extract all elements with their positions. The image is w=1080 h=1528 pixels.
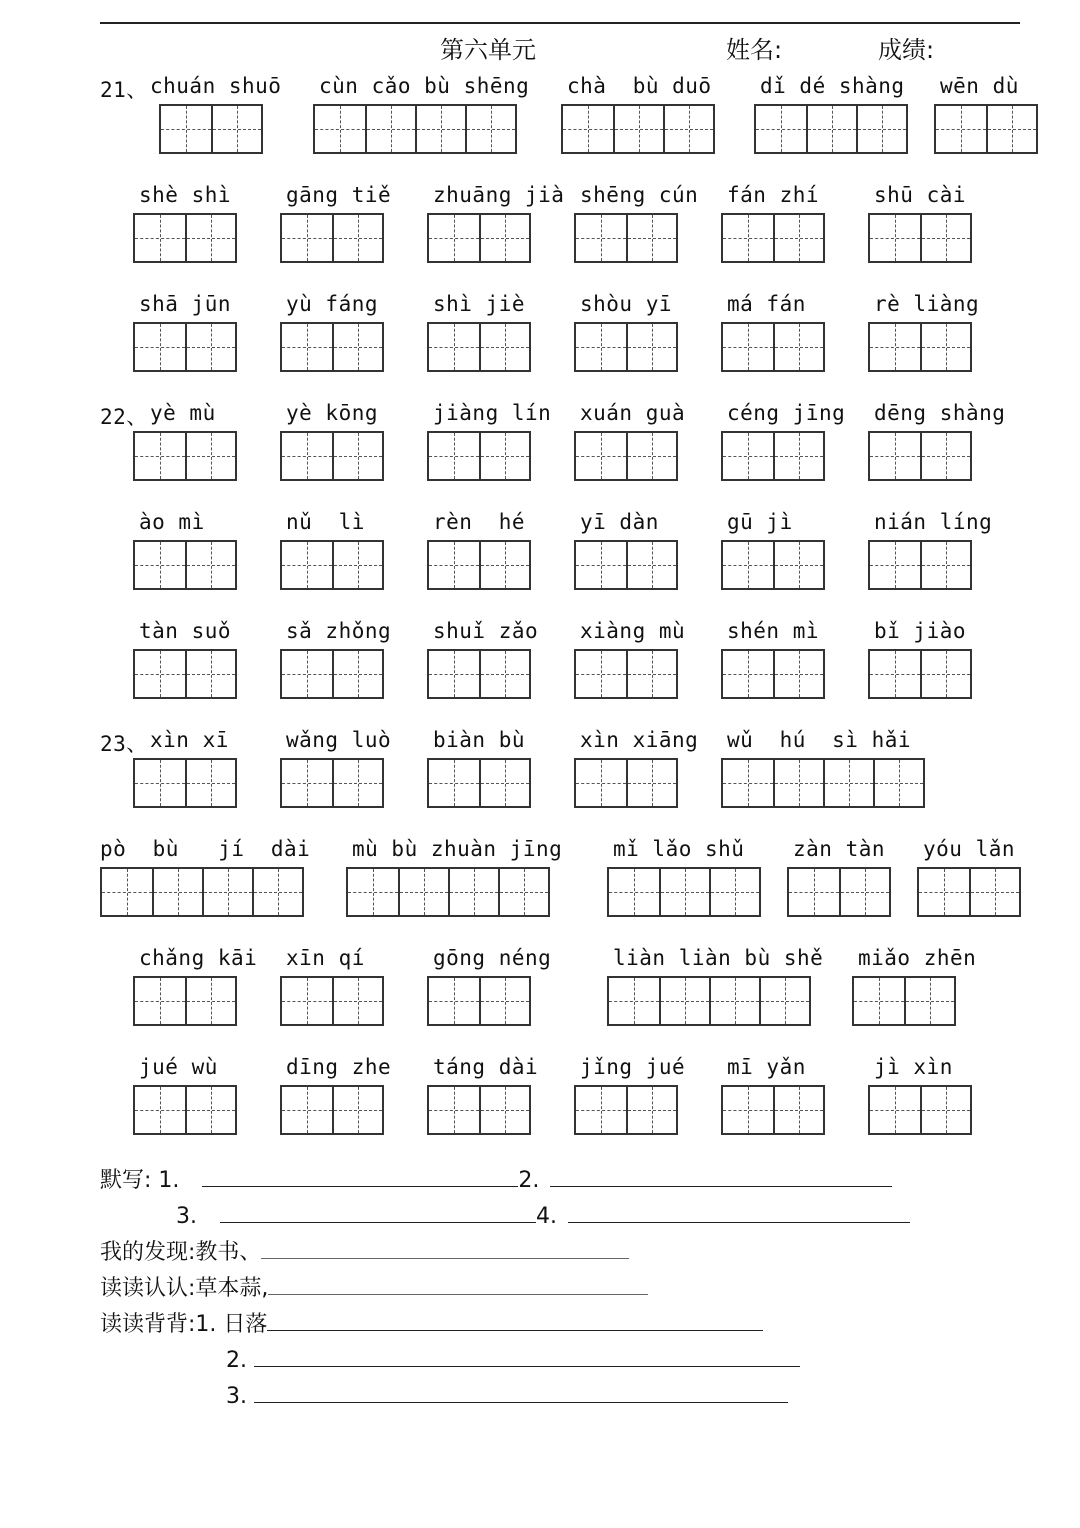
tianzige-cell[interactable] <box>429 760 479 806</box>
pinyin-label: shū cài <box>874 183 967 207</box>
pinyin-label: cùn cǎo bù shēng <box>319 74 530 98</box>
answer-blank[interactable] <box>254 1378 788 1403</box>
tianzige-box[interactable] <box>607 976 811 1026</box>
tianzige-cell[interactable] <box>609 978 659 1024</box>
tianzige-cell[interactable] <box>332 1087 382 1133</box>
tianzige-cell[interactable] <box>773 324 823 370</box>
tianzige-cell[interactable] <box>282 760 332 806</box>
pinyin-label: jiàng lín <box>433 401 552 425</box>
tianzige-box[interactable] <box>280 431 384 481</box>
tianzige-cell[interactable] <box>332 433 382 479</box>
tianzige-cell[interactable] <box>920 651 970 697</box>
pinyin-label: yè kōng <box>286 401 379 425</box>
tianzige-cell[interactable] <box>135 542 185 588</box>
pinyin-label: miǎo zhēn <box>858 946 977 970</box>
tianzige-box[interactable] <box>427 1085 531 1135</box>
tianzige-cell[interactable] <box>759 978 809 1024</box>
tianzige-cell[interactable] <box>659 869 709 915</box>
tianzige-cell[interactable] <box>398 869 448 915</box>
tianzige-box[interactable] <box>427 322 531 372</box>
tianzige-box[interactable] <box>868 649 972 699</box>
tianzige-cell[interactable] <box>211 106 261 152</box>
tianzige-cell[interactable] <box>626 542 676 588</box>
tianzige-cell[interactable] <box>332 215 382 261</box>
pinyin-label: shòu yī <box>580 292 673 316</box>
tianzige-cell[interactable] <box>185 1087 235 1133</box>
pinyin-label: má fán <box>727 292 806 316</box>
tianzige-cell[interactable] <box>576 651 626 697</box>
tianzige-box[interactable] <box>721 540 825 590</box>
tianzige-cell[interactable] <box>135 433 185 479</box>
pinyin-label: yī dàn <box>580 510 659 534</box>
tianzige-box[interactable] <box>574 758 678 808</box>
pinyin-label: dēng shàng <box>874 401 1006 425</box>
tianzige-cell[interactable] <box>919 869 969 915</box>
read-recite-line-1 <box>100 1306 763 1338</box>
dictation-label: 默写: <box>100 1168 152 1193</box>
pinyin-label: wǎng luò <box>286 728 392 752</box>
tianzige-box[interactable] <box>280 976 384 1026</box>
answer-blank[interactable] <box>254 1342 800 1367</box>
tianzige-cell[interactable] <box>429 651 479 697</box>
tianzige-cell[interactable] <box>135 651 185 697</box>
tianzige-cell[interactable] <box>185 542 235 588</box>
read-recite-line-2 <box>226 1342 800 1373</box>
pinyin-label: liàn liàn bù shě <box>613 946 824 970</box>
pinyin-label: pò bù jí dài <box>100 837 311 861</box>
pinyin-label: biàn bù <box>433 728 526 752</box>
tianzige-cell[interactable] <box>161 106 211 152</box>
read-recognize-label: 读读认认: <box>100 1276 196 1301</box>
tianzige-cell[interactable] <box>873 760 923 806</box>
dictation-line-1 <box>100 1162 892 1194</box>
pinyin-label: jì xìn <box>874 1055 953 1079</box>
tianzige-box[interactable] <box>754 104 908 154</box>
tianzige-box[interactable] <box>561 104 715 154</box>
tianzige-cell[interactable] <box>709 869 759 915</box>
tianzige-cell[interactable] <box>920 324 970 370</box>
pinyin-label: táng dài <box>433 1055 539 1079</box>
tianzige-cell[interactable] <box>576 542 626 588</box>
tianzige-cell[interactable] <box>870 324 920 370</box>
tianzige-box[interactable] <box>574 322 678 372</box>
unit-title: 第六单元 <box>440 36 536 64</box>
tianzige-cell[interactable] <box>756 106 806 152</box>
top-rule <box>100 22 1020 24</box>
tianzige-cell[interactable] <box>576 1087 626 1133</box>
tianzige-cell[interactable] <box>185 978 235 1024</box>
tianzige-cell[interactable] <box>315 106 365 152</box>
score-label: 成绩: <box>878 36 935 64</box>
tianzige-cell[interactable] <box>856 106 906 152</box>
pinyin-label: chuán shuō <box>150 74 282 98</box>
pinyin-label: dǐ dé shàng <box>760 74 905 98</box>
dictation-n2: 2. <box>518 1168 540 1193</box>
discovery-start: 教书、 <box>195 1240 262 1265</box>
pinyin-label: gū jì <box>727 510 793 534</box>
pinyin-label: mǐ lǎo shǔ <box>613 837 745 861</box>
tianzige-box[interactable] <box>868 540 972 590</box>
tianzige-box[interactable] <box>574 1085 678 1135</box>
tianzige-cell[interactable] <box>135 324 185 370</box>
question-number: 22、 <box>100 405 148 429</box>
tianzige-cell[interactable] <box>332 978 382 1024</box>
tianzige-cell[interactable] <box>282 1087 332 1133</box>
pinyin-label: wēn dù <box>940 74 1019 98</box>
pinyin-label: shì jiè <box>433 292 526 316</box>
pinyin-label: mī yǎn <box>727 1055 806 1079</box>
tianzige-cell[interactable] <box>429 215 479 261</box>
pinyin-label: yù fáng <box>286 292 379 316</box>
tianzige-box[interactable] <box>574 540 678 590</box>
tianzige-box[interactable] <box>934 104 1038 154</box>
tianzige-box[interactable] <box>607 867 761 917</box>
tianzige-cell[interactable] <box>709 978 759 1024</box>
tianzige-box[interactable] <box>721 322 825 372</box>
pinyin-label: xuán guà <box>580 401 686 425</box>
tianzige-cell[interactable] <box>920 433 970 479</box>
tianzige-cell[interactable] <box>723 760 773 806</box>
tianzige-cell[interactable] <box>723 324 773 370</box>
dictation-n1: 1. <box>158 1168 180 1193</box>
read-recognize-line <box>100 1270 648 1302</box>
tianzige-cell[interactable] <box>135 978 185 1024</box>
tianzige-box[interactable] <box>574 431 678 481</box>
pinyin-label: wǔ hú sì hǎi <box>727 728 912 752</box>
tianzige-box[interactable] <box>427 431 531 481</box>
tianzige-box[interactable] <box>133 976 237 1026</box>
tianzige-cell[interactable] <box>252 869 302 915</box>
pinyin-label: dīng zhe <box>286 1055 392 1079</box>
pinyin-label: sǎ zhǒng <box>286 619 392 643</box>
tianzige-cell[interactable] <box>479 651 529 697</box>
tianzige-cell[interactable] <box>282 542 332 588</box>
tianzige-cell[interactable] <box>415 106 465 152</box>
tianzige-box[interactable] <box>280 213 384 263</box>
tianzige-box[interactable] <box>427 649 531 699</box>
tianzige-cell[interactable] <box>723 215 773 261</box>
tianzige-box[interactable] <box>917 867 1021 917</box>
pinyin-label: yè mù <box>150 401 216 425</box>
pinyin-label: jǐng jué <box>580 1055 686 1079</box>
pinyin-label: xìn xī <box>150 728 229 752</box>
tianzige-box[interactable] <box>280 758 384 808</box>
tianzige-box[interactable] <box>868 431 972 481</box>
tianzige-cell[interactable] <box>723 433 773 479</box>
dictation-n4: 4. <box>536 1204 557 1229</box>
pinyin-label: yóu lǎn <box>923 837 1016 861</box>
tianzige-box[interactable] <box>133 1085 237 1135</box>
tianzige-box[interactable] <box>280 649 384 699</box>
tianzige-cell[interactable] <box>626 760 676 806</box>
pinyin-label: rèn hé <box>433 510 526 534</box>
tianzige-cell[interactable] <box>332 542 382 588</box>
pinyin-label: chà bù duō <box>567 74 712 98</box>
tianzige-cell[interactable] <box>626 433 676 479</box>
tianzige-cell[interactable] <box>282 215 332 261</box>
tianzige-cell[interactable] <box>202 869 252 915</box>
tianzige-cell[interactable] <box>626 215 676 261</box>
dictation-n3: 3. <box>176 1204 197 1229</box>
pinyin-label: bǐ jiào <box>874 619 967 643</box>
tianzige-cell[interactable] <box>135 1087 185 1133</box>
read-recite-line-3 <box>226 1378 788 1409</box>
tianzige-cell[interactable] <box>185 651 235 697</box>
tianzige-cell[interactable] <box>185 215 235 261</box>
tianzige-cell[interactable] <box>773 1087 823 1133</box>
tianzige-cell[interactable] <box>479 433 529 479</box>
tianzige-cell[interactable] <box>986 106 1036 152</box>
tianzige-cell[interactable] <box>789 869 839 915</box>
pinyin-label: céng jīng <box>727 401 846 425</box>
tianzige-cell[interactable] <box>479 324 529 370</box>
tianzige-cell[interactable] <box>806 106 856 152</box>
tianzige-cell[interactable] <box>609 869 659 915</box>
tianzige-box[interactable] <box>721 213 825 263</box>
answer-blank[interactable] <box>550 1162 892 1187</box>
tianzige-cell[interactable] <box>870 215 920 261</box>
tianzige-cell[interactable] <box>969 869 1019 915</box>
tianzige-cell[interactable] <box>936 106 986 152</box>
tianzige-box[interactable] <box>133 649 237 699</box>
pinyin-label: rè liàng <box>874 292 980 316</box>
pinyin-label: gōng néng <box>433 946 552 970</box>
tianzige-cell[interactable] <box>185 433 235 479</box>
pinyin-label: fán zhí <box>727 183 820 207</box>
pinyin-label: shén mì <box>727 619 820 643</box>
tianzige-cell[interactable] <box>282 433 332 479</box>
tianzige-cell[interactable] <box>576 324 626 370</box>
answer-blank[interactable] <box>261 1234 629 1259</box>
tianzige-cell[interactable] <box>920 1087 970 1133</box>
tianzige-cell[interactable] <box>576 433 626 479</box>
tianzige-box[interactable] <box>133 322 237 372</box>
tianzige-cell[interactable] <box>498 869 548 915</box>
tianzige-cell[interactable] <box>185 760 235 806</box>
tianzige-box[interactable] <box>280 322 384 372</box>
tianzige-cell[interactable] <box>563 106 613 152</box>
tianzige-cell[interactable] <box>854 978 904 1024</box>
tianzige-cell[interactable] <box>870 651 920 697</box>
tianzige-cell[interactable] <box>823 760 873 806</box>
tianzige-box[interactable] <box>280 1085 384 1135</box>
tianzige-cell[interactable] <box>429 542 479 588</box>
tianzige-cell[interactable] <box>282 324 332 370</box>
tianzige-box[interactable] <box>133 431 237 481</box>
pinyin-label: xīn qí <box>286 946 365 970</box>
tianzige-cell[interactable] <box>348 869 398 915</box>
tianzige-cell[interactable] <box>839 869 889 915</box>
tianzige-box[interactable] <box>159 104 263 154</box>
pinyin-label: xiàng mù <box>580 619 686 643</box>
tianzige-cell[interactable] <box>465 106 515 152</box>
pinyin-label: shuǐ zǎo <box>433 619 539 643</box>
question-number: 23、 <box>100 732 148 756</box>
tianzige-box[interactable] <box>574 213 678 263</box>
read-recite-label: 读读背背: <box>100 1312 196 1337</box>
tianzige-cell[interactable] <box>870 433 920 479</box>
tianzige-box[interactable] <box>133 758 237 808</box>
tianzige-cell[interactable] <box>663 106 713 152</box>
tianzige-box[interactable] <box>427 976 531 1026</box>
tianzige-cell[interactable] <box>870 1087 920 1133</box>
tianzige-cell[interactable] <box>429 433 479 479</box>
tianzige-cell[interactable] <box>479 542 529 588</box>
tianzige-cell[interactable] <box>282 978 332 1024</box>
tianzige-box[interactable] <box>787 867 891 917</box>
tianzige-cell[interactable] <box>773 542 823 588</box>
pinyin-label: chǎng kāi <box>139 946 258 970</box>
question-number: 21、 <box>100 78 148 102</box>
tianzige-box[interactable] <box>346 867 550 917</box>
tianzige-cell[interactable] <box>626 651 676 697</box>
tianzige-cell[interactable] <box>920 542 970 588</box>
tianzige-cell[interactable] <box>870 542 920 588</box>
tianzige-cell[interactable] <box>626 1087 676 1133</box>
tianzige-cell[interactable] <box>429 978 479 1024</box>
tianzige-box[interactable] <box>868 322 972 372</box>
tianzige-box[interactable] <box>868 213 972 263</box>
tianzige-cell[interactable] <box>773 760 823 806</box>
read-recite-n2: 2. <box>226 1348 247 1373</box>
answer-blank[interactable] <box>220 1198 536 1223</box>
tianzige-box[interactable] <box>852 976 956 1026</box>
tianzige-cell[interactable] <box>429 324 479 370</box>
tianzige-cell[interactable] <box>773 433 823 479</box>
pinyin-label: shā jūn <box>139 292 232 316</box>
answer-blank[interactable] <box>267 1306 763 1331</box>
tianzige-box[interactable] <box>721 649 825 699</box>
tianzige-cell[interactable] <box>135 760 185 806</box>
tianzige-box[interactable] <box>868 1085 972 1135</box>
pinyin-label: shè shì <box>139 183 232 207</box>
pinyin-label: nián líng <box>874 510 993 534</box>
tianzige-cell[interactable] <box>282 651 332 697</box>
tianzige-cell[interactable] <box>723 651 773 697</box>
tianzige-cell[interactable] <box>102 869 152 915</box>
pinyin-label: xìn xiāng <box>580 728 699 752</box>
read-recognize-start: 草本蒜, <box>195 1276 269 1301</box>
pinyin-label: zhuāng jià <box>433 183 565 207</box>
tianzige-box[interactable] <box>721 431 825 481</box>
discovery-line <box>100 1234 629 1266</box>
tianzige-cell[interactable] <box>185 324 235 370</box>
tianzige-cell[interactable] <box>479 1087 529 1133</box>
tianzige-box[interactable] <box>100 867 304 917</box>
tianzige-cell[interactable] <box>479 978 529 1024</box>
tianzige-cell[interactable] <box>332 651 382 697</box>
tianzige-box[interactable] <box>427 213 531 263</box>
tianzige-cell[interactable] <box>135 215 185 261</box>
tianzige-cell[interactable] <box>904 978 954 1024</box>
pinyin-label: mù bù zhuàn jīng <box>352 837 563 861</box>
answer-blank[interactable] <box>568 1198 910 1223</box>
tianzige-cell[interactable] <box>723 1087 773 1133</box>
tianzige-cell[interactable] <box>479 760 529 806</box>
tianzige-cell[interactable] <box>429 1087 479 1133</box>
discovery-label: 我的发现: <box>100 1240 196 1265</box>
read-recite-n1: 1. 日落 <box>195 1312 268 1337</box>
tianzige-box[interactable] <box>721 1085 825 1135</box>
tianzige-cell[interactable] <box>152 869 202 915</box>
tianzige-cell[interactable] <box>613 106 663 152</box>
tianzige-box[interactable] <box>427 758 531 808</box>
tianzige-box[interactable] <box>427 540 531 590</box>
tianzige-cell[interactable] <box>723 542 773 588</box>
answer-blank[interactable] <box>202 1162 518 1187</box>
tianzige-cell[interactable] <box>365 106 415 152</box>
tianzige-box[interactable] <box>133 540 237 590</box>
dictation-line-2 <box>176 1198 910 1229</box>
pinyin-label: gāng tiě <box>286 183 392 207</box>
pinyin-label: shēng cún <box>580 183 699 207</box>
tianzige-cell[interactable] <box>920 215 970 261</box>
tianzige-cell[interactable] <box>626 324 676 370</box>
pinyin-label: nǔ lì <box>286 510 365 534</box>
name-label: 姓名: <box>726 36 783 64</box>
tianzige-box[interactable] <box>313 104 517 154</box>
pinyin-label: zàn tàn <box>793 837 886 861</box>
tianzige-box[interactable] <box>574 649 678 699</box>
tianzige-box[interactable] <box>721 758 925 808</box>
tianzige-cell[interactable] <box>479 215 529 261</box>
tianzige-cell[interactable] <box>773 215 823 261</box>
pinyin-label: ào mì <box>139 510 205 534</box>
tianzige-cell[interactable] <box>576 215 626 261</box>
tianzige-cell[interactable] <box>576 760 626 806</box>
tianzige-cell[interactable] <box>332 324 382 370</box>
pinyin-label: jué wù <box>139 1055 218 1079</box>
tianzige-cell[interactable] <box>332 760 382 806</box>
tianzige-cell[interactable] <box>773 651 823 697</box>
tianzige-cell[interactable] <box>448 869 498 915</box>
read-recite-n3: 3. <box>226 1384 247 1409</box>
tianzige-cell[interactable] <box>659 978 709 1024</box>
answer-blank[interactable] <box>268 1270 648 1295</box>
tianzige-box[interactable] <box>280 540 384 590</box>
pinyin-label: tàn suǒ <box>139 619 232 643</box>
tianzige-box[interactable] <box>133 213 237 263</box>
